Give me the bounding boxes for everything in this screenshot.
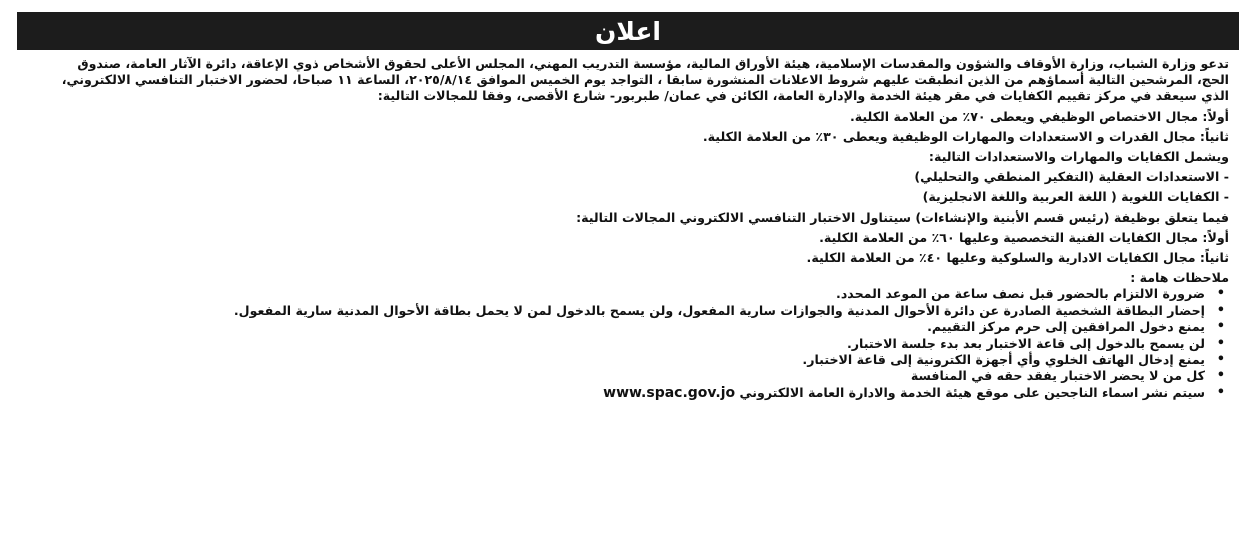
bullet-icon: • [1216, 335, 1225, 351]
note-text: إحضار البطاقة الشخصية الصادرة عن دائرة الأحوال المدنية والجوازات سارية المفعول، ولن يسمح بالدخول لمن لا يحمل بطاقة الأحوال المدنية سارية المفعول. [233, 302, 1205, 318]
list-item [20, 368, 1229, 384]
criterion-line: - الكفايات اللغوية ( اللغة العربية واللغة الانجليزية) [922, 189, 1229, 205]
note-text: لن يسمح بالدخول إلى قاعة الاختبار بعد بدء جلسة الاختبار. [846, 335, 1205, 351]
criterion-line: أولاً: مجال الكفايات الفنية التخصصية وعليها ٦٠٪ من العلامة الكلية. [819, 229, 1229, 245]
list-item [20, 336, 1229, 352]
criterion-line: أولاً: مجال الاختصاص الوظيفي ويعطى ٧٠٪ من العلامة الكلية. [849, 108, 1229, 124]
criterion-line: فيما يتعلق بوظيفة (رئيس قسم الأبنية والإنشاءات) سيتناول الاختبار التنافسي الالكتروني المجالات التالية: [576, 209, 1229, 225]
intro-line: تدعو وزارة الشباب، وزارة الأوقاف والشؤون والمقدسات الإسلامية، هيئة الأوراق المالية، مؤسسة التدريب المهني، المجلس الأعلى لحقوق الأشخاص ذوي الإعاقة، دائرة الآثار العامة، صندوق [77, 56, 1229, 71]
bullet-icon: • [1216, 319, 1225, 335]
note-text: كل من لا يحضر الاختبار يفقد حقه في المنافسة [910, 368, 1205, 384]
notes-list [20, 286, 1229, 401]
title-bar [17, 12, 1239, 50]
criterion-line: ثانياً: مجال القدرات و الاستعدادات والمهارات الوظيفية ويعطى ٣٠٪ من العلامة الكلية. [702, 128, 1229, 144]
bullet-icon: • [1216, 302, 1225, 318]
bullet-icon: • [1216, 368, 1225, 384]
publish-note-text: سيتم نشر اسماء الناجحين على موقع هيئة الخدمة والادارة العامة الالكتروني [739, 384, 1205, 400]
intro-line: الحج، المرشحين التالية أسماؤهم من الذين انطبقت عليهم شروط الاعلانات المنشورة سابقا ، التواجد يوم الخميس الموافق ٢٠٢٥/٨/١٤، الساعة ١١ صباحا، لحضور الاختبار التنافسي الالكتروني، [61, 72, 1229, 88]
bullet-icon: • [1216, 384, 1225, 400]
intro-line: الذي سيعقد في مركز تقييم الكفايات في مقر هيئة الخدمة والإدارة العامة، الكائن في عمان/ طبربور- شارع الأقصى، وفقا للمجالات التالية: [377, 88, 1229, 104]
announcement-body [20, 56, 1229, 401]
page-title: اعلان [595, 16, 661, 46]
list-item [20, 303, 1229, 319]
note-text: يمنع دخول المرافقين إلى حرم مركز التقييم. [927, 319, 1205, 335]
list-item [20, 352, 1229, 368]
bullet-icon: • [1216, 286, 1225, 302]
publish-note [20, 385, 1229, 401]
list-item [20, 286, 1229, 302]
criterion-line: ويشمل الكفايات والمهارات والاستعدادات التالية: [928, 149, 1229, 165]
website-link[interactable]: www.spac.gov.jo [603, 384, 736, 401]
note-text: ضرورة الالتزام بالحضور قبل نصف ساعة من الموعد المحدد. [836, 286, 1205, 302]
list-item [20, 319, 1229, 335]
intro-paragraph [20, 56, 1229, 105]
bullet-icon: • [1216, 352, 1225, 368]
criterion-line: ثانياً: مجال الكفايات الادارية والسلوكية وعليها ٤٠٪ من العلامة الكلية. [806, 250, 1229, 266]
notes-heading: ملاحظات هامة : [1130, 270, 1229, 286]
criterion-line: - الاستعدادات العقلية (التفكير المنطقي والتحليلي) [914, 169, 1229, 185]
note-text: يمنع إدخال الهاتف الخلوي وأي أجهزة الكترونية إلى قاعة الاختبار. [802, 352, 1205, 368]
